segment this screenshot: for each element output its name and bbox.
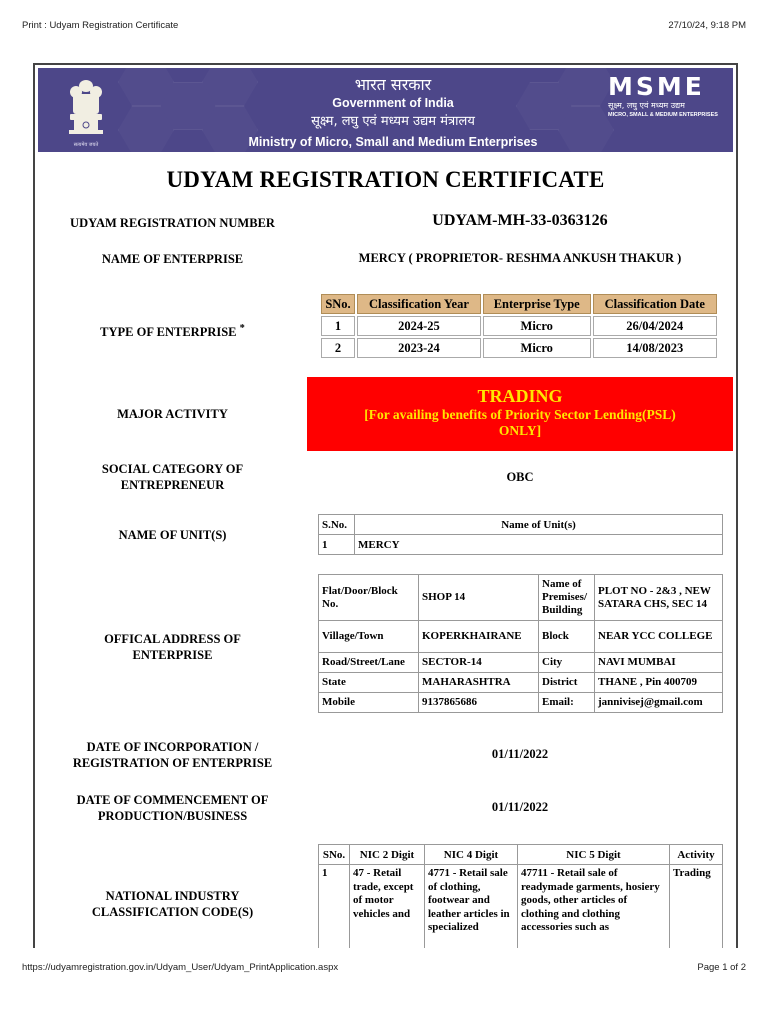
table-row [319,575,723,621]
table-row [319,673,723,693]
nic-table [318,844,723,948]
social-category-value: OBC [506,470,534,484]
emblem-caption: सत्यमेव जयते [73,142,99,148]
ministry-banner [38,68,733,152]
cell-value: 9137865686 [419,693,539,713]
cell-key: Village/Town [319,621,419,653]
cell-key: Name of Premises/ Building [539,575,595,621]
certificate-title: UDYAM REGISTRATION CERTIFICATE [166,167,605,192]
cell-type: Micro [483,316,591,336]
col-nic2: NIC 2 Digit [350,845,425,865]
nic-label-line1: NATIONAL INDUSTRY [105,889,240,903]
table-row [319,535,723,555]
social-category-label-line1: SOCIAL CATEGORY OF [101,462,244,476]
print-header-datetime: 27/10/24, 9:18 PM [668,20,746,31]
cell-year: 2024-25 [357,316,481,336]
msme-logo-hindi: सूक्ष्म, लघु एवं मध्यम उद्यम [608,101,685,110]
cell-value: MAHARASHTRA [419,673,539,693]
cell-key: Flat/Door/Block No. [319,575,419,621]
cell-key: District [539,673,595,693]
commencement-label [47,792,298,824]
print-header [22,20,746,31]
cell-sno: 2 [321,338,355,358]
table-header-row [319,845,723,865]
cell-nic2: 47 - Retail trade, except of motor vehicles and [350,865,425,949]
col-nic4: NIC 4 Digit [425,845,518,865]
print-header-title: Print : Udyam Registration Certificate [22,20,179,31]
msme-logo-subtitle: MICRO, SMALL & MEDIUM ENTERPRISES [608,112,718,118]
enterprise-name-label: NAME OF ENTERPRISE [101,252,244,266]
col-classification-date: Classification Date [593,294,717,314]
msme-logo-text: MSME [608,72,705,101]
table-row [319,693,723,713]
cell-key: City [539,653,595,673]
cell-date: 14/08/2023 [593,338,717,358]
cell-date: 26/04/2024 [593,316,717,336]
incorporation-label-line1: DATE OF INCORPORATION / [86,740,259,754]
commencement-label-line2: PRODUCTION/BUSINESS [97,809,248,823]
major-activity-value: TRADING [477,386,563,406]
units-label: NAME OF UNIT(S) [118,528,227,542]
nic-label [47,888,298,920]
cell-key: Mobile [319,693,419,713]
cell-unit-name: MERCY [355,535,723,555]
enterprise-type-asterisk: * [239,323,245,334]
cell-key: Block [539,621,595,653]
table-header-row [321,294,717,314]
cell-key: State [319,673,419,693]
enterprise-type-table [319,292,719,360]
address-table [318,574,723,713]
psl-note-line1: [For availing benefits of Priority Sector Lending(PSL) [364,407,676,422]
cell-value: SHOP 14 [419,575,539,621]
enterprise-type-label-text: TYPE OF ENTERPRISE [100,325,237,340]
hindi-government-title: भारत सरकार [354,75,432,94]
msme-logo [608,74,718,118]
address-label-line1: OFFICAL ADDRESS OF [104,632,241,646]
cell-value: SECTOR-14 [419,653,539,673]
address-label [47,631,298,663]
social-category-label-line2: ENTREPRENEUR [120,478,225,492]
cell-value: THANE , Pin 400709 [595,673,723,693]
cell-value: KOPERKHAIRANE [419,621,539,653]
cell-nic5: 47711 - Retail sale of readymade garments, hosiery goods, other articles of clothing and clothing accessories such as [518,865,670,949]
reg-number-value: UDYAM-MH-33-0363126 [432,212,608,229]
cell-value: NAVI MUMBAI [595,653,723,673]
enterprise-type-label [47,321,298,340]
major-activity-box [307,377,733,451]
incorporation-label-line2: REGISTRATION OF ENTERPRISE [72,756,273,770]
cell-value: PLOT NO - 2&3 , NEW SATARA CHS, SEC 14 [595,575,723,621]
cell-sno: 1 [319,535,355,555]
commencement-date: 01/11/2022 [491,800,549,814]
table-row [319,865,723,949]
national-emblem-icon [64,76,108,142]
table-row [321,338,717,358]
certificate [33,63,738,948]
col-activity: Activity [670,845,723,865]
hindi-ministry-title: सूक्ष्म, लघु एवं मध्यम उद्यम मंत्रालय [311,114,475,129]
major-activity-label: MAJOR ACTIVITY [117,407,228,421]
cell-key: Email: [539,693,595,713]
col-sno: S.No. [319,515,355,535]
reg-number-label: UDYAM REGISTRATION NUMBER [70,216,275,230]
nic-label-line2: CLASSIFICATION CODE(S) [91,905,254,919]
ministry-title: Ministry of Micro, Small and Medium Enterprises [248,135,538,149]
page-url[interactable]: https://udyamregistration.gov.in/Udyam_User/Udyam_PrintApplication.aspx [22,962,339,973]
col-sno: SNo. [319,845,350,865]
table-row [319,653,723,673]
cell-value: NEAR YCC COLLEGE [595,621,723,653]
enterprise-name-value: MERCY ( PROPRIETOR- RESHMA ANKUSH THAKUR ) [358,251,682,265]
government-title: Government of India [332,96,454,110]
cell-sno: 1 [321,316,355,336]
cell-nic4: 4771 - Retail sale of clothing, footwear and leather articles in specialized [425,865,518,949]
print-footer [22,962,746,973]
cell-sno: 1 [319,865,350,949]
col-classification-year: Classification Year [357,294,481,314]
table-header-row [319,515,723,535]
incorporation-label [47,739,298,771]
units-table [318,514,723,555]
cell-type: Micro [483,338,591,358]
table-row [319,621,723,653]
col-unit-name: Name of Unit(s) [355,515,723,535]
cell-year: 2023-24 [357,338,481,358]
col-nic5: NIC 5 Digit [518,845,670,865]
social-category-label [47,461,298,493]
cell-value: jannivisej@gmail.com [595,693,723,713]
page-number: Page 1 of 2 [697,962,746,973]
commencement-label-line1: DATE OF COMMENCEMENT OF [76,793,269,807]
col-enterprise-type: Enterprise Type [483,294,591,314]
table-row [321,316,717,336]
address-label-line2: ENTERPRISE [132,648,213,662]
psl-note-line2: ONLY] [498,423,542,438]
incorporation-date: 01/11/2022 [491,747,549,761]
col-sno: SNo. [321,294,355,314]
banner-text [228,74,558,151]
cell-activity: Trading [670,865,723,949]
cell-key: Road/Street/Lane [319,653,419,673]
